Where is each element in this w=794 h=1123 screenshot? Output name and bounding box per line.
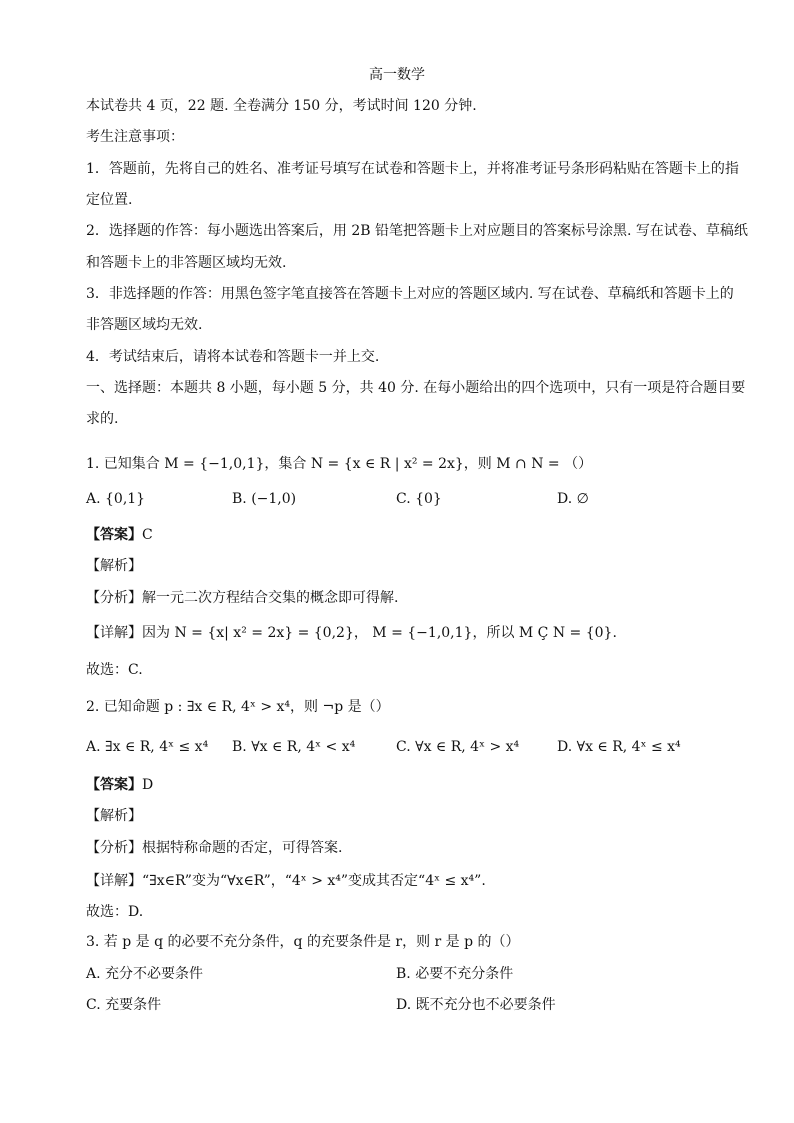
question-1-jiexi: 【解析】 (86, 558, 142, 574)
question-2-guxuan: 故选：D. (86, 904, 144, 920)
answer-value: D (142, 777, 154, 793)
intro-line: 非答题区域均无效. (86, 317, 203, 333)
question-2-option-d: D. ∀x ∈ R, 4ˣ ≤ x⁴ (557, 739, 681, 755)
answer-value: C (142, 527, 153, 543)
intro-line: 1．答题前，先将自己的姓名、准考证号填写在试卷和答题卡上，并将准考证号条形码粘贴在答题卡上的指 (86, 161, 739, 177)
intro-line: 3．非选择题的作答：用黑色签字笔直接答在答题卡上对应的答题区域内. 写在试卷、草稿纸和答题卡上的 (86, 286, 734, 302)
xiangjie-text: 因为 N = {x| x² = 2x} = {0,2}， M = {−1,0,1}，所以 M Ç N = {0}. (142, 625, 617, 641)
intro-line: 考生注意事项： (86, 129, 184, 145)
question-3-option-b: B. 必要不充分条件 (396, 966, 514, 982)
answer-label: 【答案】 (86, 527, 142, 543)
intro-line: 定位置. (86, 192, 133, 208)
question-2-fenxi (86, 839, 726, 857)
question-2-jiexi: 【解析】 (86, 808, 142, 824)
fenxi-label: 【分析】 (86, 590, 142, 606)
page-title: 高一数学 (369, 67, 425, 83)
question-1-option-d: D. ∅ (557, 491, 589, 507)
intro-line: 和答题卡上的非答题区域均无效. (86, 255, 287, 271)
section-heading: 一、选择题：本题共 8 小题，每小题 5 分，共 40 分. 在每小题给出的四个选项中，只有一项是符合题目要 (86, 380, 746, 396)
answer-label: 【答案】 (86, 777, 142, 793)
question-1-option-c: C. {0} (396, 491, 442, 507)
question-1-stem: 1. 已知集合 M = {−1,0,1}，集合 N = {x ∈ R | x² = 2x}，则 M ∩ N = （） (86, 456, 593, 472)
question-2-option-b: B. ∀x ∈ R, 4ˣ < x⁴ (232, 739, 356, 755)
intro-line: 本试卷共 4 页，22 题. 全卷满分 150 分，考试时间 120 分钟. (86, 98, 477, 114)
section-heading: 求的. (86, 411, 119, 427)
question-2-stem: 2. 已知命题 p : ∃x ∈ R, 4ˣ > x⁴，则 ¬p 是（） (86, 699, 390, 715)
xiangjie-label: 【详解】 (86, 625, 142, 641)
xiangjie-text: “∃x∈R”变为“∀x∈R”，“4ˣ > x⁴”变成其否定“4ˣ ≤ x⁴”. (142, 873, 486, 889)
question-1-xiangjie (86, 624, 726, 642)
question-2-answer (86, 776, 726, 794)
question-2-xiangjie (86, 872, 726, 890)
xiangjie-label: 【详解】 (86, 873, 142, 889)
fenxi-text: 解一元二次方程结合交集的概念即可得解. (142, 590, 399, 606)
question-1-guxuan: 故选：C. (86, 662, 143, 678)
question-3-stem: 3. 若 p 是 q 的必要不充分条件，q 的充要条件是 r，则 r 是 p 的（） (86, 934, 520, 950)
question-1-option-b: B. (−1,0) (232, 491, 297, 507)
question-3-option-a: A. 充分不必要条件 (86, 966, 204, 982)
fenxi-text: 根据特称命题的否定，可得答案. (142, 840, 343, 856)
question-3-option-c: C. 充要条件 (86, 997, 162, 1013)
intro-line: 2．选择题的作答：每小题选出答案后，用 2B 铅笔把答题卡上对应题目的答案标号涂黑. 写在试卷、草稿纸 (86, 223, 748, 239)
question-2-option-c: C. ∀x ∈ R, 4ˣ > x⁴ (396, 739, 520, 755)
question-3-option-d: D. 既不充分也不必要条件 (396, 997, 556, 1013)
question-1-option-a: A. {0,1} (86, 491, 146, 507)
intro-line: 4．考试结束后，请将本试卷和答题卡一并上交. (86, 349, 380, 365)
fenxi-label: 【分析】 (86, 840, 142, 856)
question-1-answer (86, 526, 726, 544)
question-2-option-a: A. ∃x ∈ R, 4ˣ ≤ x⁴ (86, 739, 209, 755)
question-1-fenxi (86, 589, 726, 607)
